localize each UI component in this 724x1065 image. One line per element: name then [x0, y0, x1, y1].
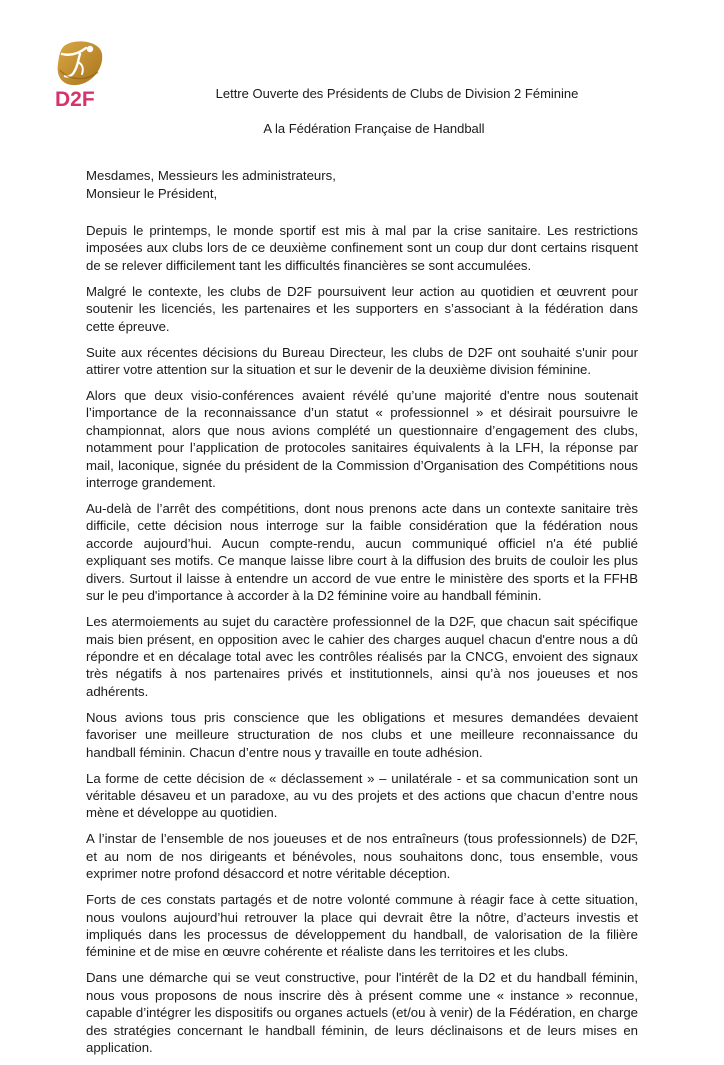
paragraph: Alors que deux visio-conférences avaient révélé qu’une majorité d'entre nous soutenait l’importance de la reconnaissance d’un statut « professionnel » et désirait poursuivre le championnat, alors que nous avions complété un questionnaire d’engagement des clubs, notamment pour l’application de protocoles sanitaires équivalents à la LFH, la réponse par mail, laconique, signée du président de la Commission d’Organisation des Compétitions nous interroge grandement.: [86, 388, 638, 491]
letter-body: [86, 222, 638, 1065]
logo-text: D2F: [55, 88, 95, 111]
salutation-line-2: Monsieur le Président,: [86, 186, 218, 201]
handball-player-icon: [56, 40, 104, 86]
paragraph: Malgré le contexte, les clubs de D2F poursuivent leur action au quotidien et œuvrent pour soutenir les licenciés, les partenaires et les supporters en s’associant à la fédération dans cette épreuve.: [86, 283, 638, 334]
paragraph: Forts de ces constats partagés et de notre volonté commune à réagir face à cette situation, nous voulons aujourd’hui retrouver la place qui devrait être la nôtre, d’acteurs investis et impliqués dans les processus de développement du handball, de valorisation de la filière féminine et de mise en œuvre cohérente et réaliste dans les territoires et les clubs.: [86, 892, 638, 960]
salutation-line-1: Mesdames, Messieurs les administrateurs,: [86, 168, 336, 183]
salutation: [86, 167, 336, 203]
letter-title: Lettre Ouverte des Présidents de Clubs de Division 2 Féminine: [215, 86, 579, 101]
paragraph: Les atermoiements au sujet du caractère professionnel de la D2F, que chacun sait spécifique mais bien présent, en opposition avec le cahier des charges auquel chacun d'entre nous a dû répondre et en décalage total avec les contrôles réalisés par la CNCG, envoient des signaux très négatifs à nos partenaires privés et institutionnels, ainsi qu’à nos joueuses et nos adhérents.: [86, 614, 638, 699]
paragraph: Nous avions tous pris conscience que les obligations et mesures demandées devaient favoriser une meilleure structuration de nos clubs et une meilleure reconnaissance du handball féminin. Chacun d’entre nous y travaille en toute adhésion.: [86, 709, 638, 760]
paragraph: Dans une démarche qui se veut constructive, pour l'intérêt de la D2 et du handball féminin, nous vous proposons de nous inscrire dès à présent comme une « instance » reconnue, capable d’intégrer les dispositifs ou organes actuels (et/ou à venir) de la Fédération, en charge des stratégies concernant le handball féminin, de leurs déclinaisons et de leurs mises en application.: [86, 970, 639, 1055]
letter-recipient: A la Fédération Française de Handball: [263, 121, 485, 136]
paragraph: A l’instar de l’ensemble de nos joueuses et de nos entraîneurs (tous professionnels) de D2F, et au nom de nos dirigeants et bénévoles, nous souhaitons donc, tous ensemble, vous exprimer notre profond désaccord et notre véritable déception.: [86, 831, 638, 882]
paragraph: La forme de cette décision de « déclassement » – unilatérale - et sa communication sont un véritable désaveu et un paradoxe, au vu des projets et des actions que chacun d’entre nous mène et développe au quotidien.: [86, 770, 638, 821]
paragraph: Au-delà de l’arrêt des compétitions, dont nous prenons acte dans un contexte sanitaire très difficile, cette décision nous interroge sur la faible considération que la fédération nous accorde aujourd’hui. Aucun compte-rendu, aucun communiqué officiel n'a été publié expliquant ses motifs. Ce manque laisse libre court à la diffusion des bruits de couloir les plus divers. Surtout il laisse à entendre un accord de vue entre le ministère des sports et la FFHB sur le peu d'importance à accorder à la D2 féminine voire au handball féminin.: [86, 501, 638, 604]
paragraph: Depuis le printemps, le monde sportif est mis à mal par la crise sanitaire. Les restrictions imposées aux clubs lors de ce deuxième confinement sont un coup dur dont certains risquent de se relever difficilement tant les difficultés financières se sont accumulées.: [86, 223, 638, 273]
d2f-logo: [52, 40, 108, 112]
paragraph: Suite aux récentes décisions du Bureau Directeur, les clubs de D2F ont souhaité s'unir pour attirer votre attention sur la situation et sur le devenir de la deuxième division féminine.: [86, 344, 638, 378]
